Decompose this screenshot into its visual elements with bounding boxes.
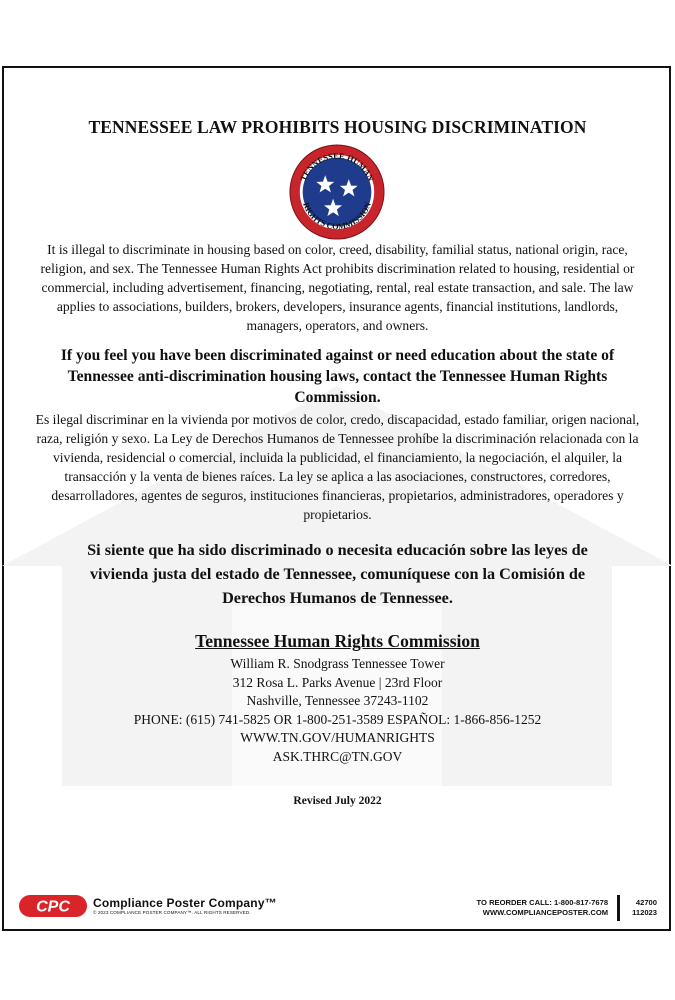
phone-line: PHONE: (615) 741-5825 OR 1-800-251-3589 ESPAÑOL: 1-866-856-1252 [133, 711, 542, 727]
publisher-brand [19, 893, 277, 919]
revision-code: 112023 [632, 908, 657, 917]
building-line: William R. Snodgrass Tennessee Tower [230, 656, 445, 671]
reorder-website: WWW.COMPLIANCEPOSTER.COM [482, 908, 609, 917]
copyright-text: © 2023 COMPLIANCE POSTER COMPANY™. ALL RIGHTS RESERVED. [93, 909, 251, 915]
svg-text:RIGHTS COMMISSION: RIGHTS COMMISSION [301, 201, 373, 232]
svg-text:TENNESSEE HUMAN: TENNESSEE HUMAN [298, 151, 376, 183]
company-name: Compliance Poster Company™ [93, 895, 277, 910]
city-line: Nashville, Tennessee 37243-1102 [246, 693, 429, 709]
reorder-phone: TO REORDER CALL: 1-800-817-7678 [476, 898, 609, 907]
footer-divider [617, 895, 620, 921]
english-callout: If you feel you have been discriminated against or need education about the state of Tennessee anti-discrimination housing laws, contact the Tennessee Human Rights Commission. [60, 347, 615, 406]
poster-code: 42700 [635, 898, 657, 907]
contact-block [0, 628, 675, 767]
organization-name: Tennessee Human Rights Commission [195, 631, 480, 651]
street-line: 312 Rosa L. Parks Avenue | 23rd Floor [232, 674, 443, 690]
spanish-callout: Si siente que ha sido discriminado o necesita educación sobre las leyes de vivienda justa del estado de Tennessee, comuníquese con la Comisión de Derechos Humanos de Tennessee. [87, 541, 588, 607]
commission-seal-icon [288, 143, 386, 241]
spanish-paragraph: Es ilegal discriminar en la vivienda por motivos de color, credo, discapacidad, estado familiar, origen nacional, raza, religión y sexo. La Ley de Derechos Humanos de Tennessee prohíbe la discriminación relacionada con la vivienda, residencial o comercial, incluida la publicidad, el financiamiento, la negociación, el alquiler, la transacción y la venta de bienes raíces. La ley se aplica a las asociaciones, constructores, corredores, desarrolladores, agentes de seguros, instituciones financieras, propietarios, administradores, operadores y propietarios. [35, 412, 640, 522]
reorder-info [477, 895, 657, 921]
cpc-logo-icon [19, 895, 87, 917]
page-title: TENNESSEE LAW PROHIBITS HOUSING DISCRIMINATION [88, 117, 587, 137]
english-paragraph: It is illegal to discriminate in housing based on color, creed, disability, familial status, national origin, race, religion, and sex. The Tennessee Human Rights Act prohibits discrimination related to housing, residential or commercial, including advertisement, financing, negotiating, rental, real estate transaction, and sale. The law applies to associations, builders, brokers, developers, insurance agents, financial institutions, landlords, managers, operators, and owners. [40, 242, 635, 333]
revised-date: Revised July 2022 [293, 795, 382, 807]
email-line: ASK.THRC@TN.GOV [272, 748, 403, 764]
website-line: WWW.TN.GOV/HUMANRIGHTS [240, 730, 435, 746]
svg-text:CPC: CPC [36, 898, 70, 916]
